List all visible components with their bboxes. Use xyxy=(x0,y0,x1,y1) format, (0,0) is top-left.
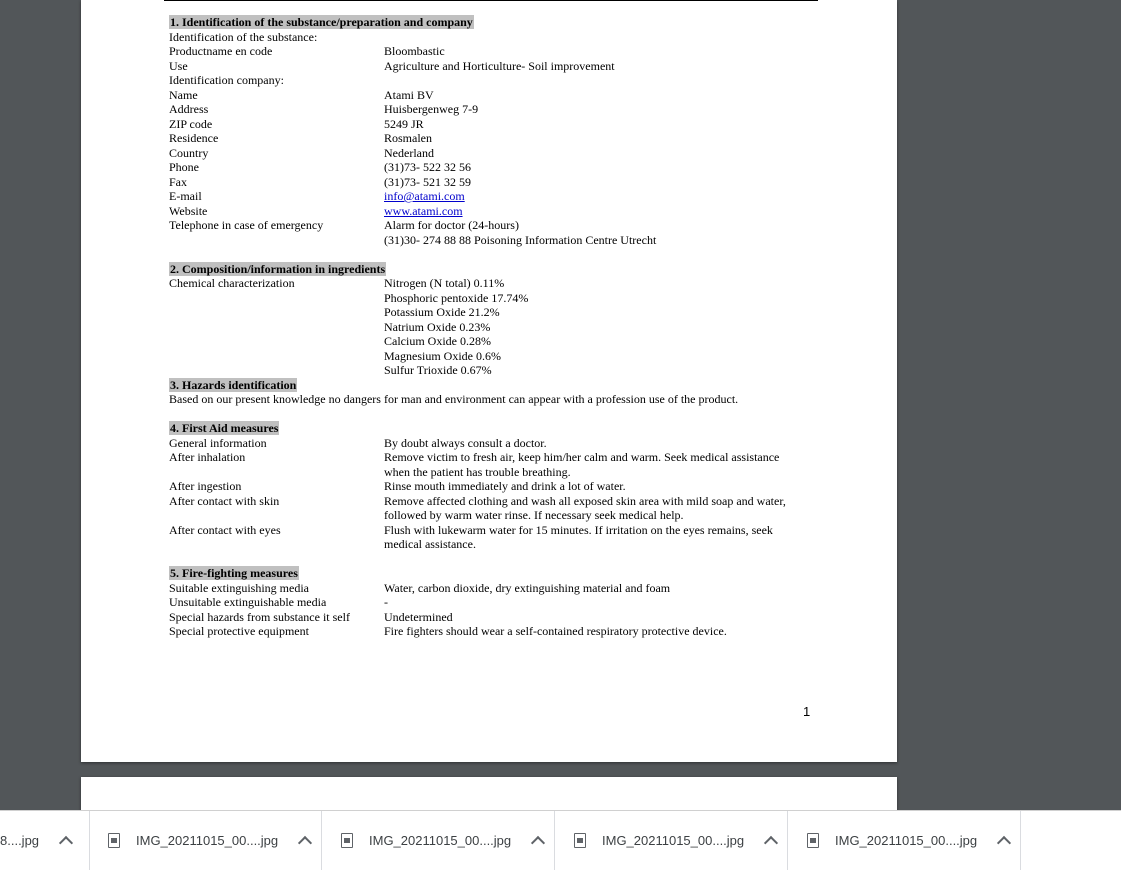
after-contact-skin-value-1: Remove affected clothing and wash all exposed skin area with mild soap and water, xyxy=(384,493,786,508)
chemical-characterization-label: Chemical characterization xyxy=(169,276,295,290)
country-label: Country xyxy=(169,145,209,160)
general-information-label: General information xyxy=(169,435,267,450)
ingredient-item: Potassium Oxide 21.2% xyxy=(384,305,500,319)
productname-label: Productname en code xyxy=(169,44,273,58)
ingredient-item: Sulfur Trioxide 0.67% xyxy=(384,363,492,377)
ingredient-item: Nitrogen (N total) 0.11% xyxy=(384,276,505,290)
after-ingestion-value: Rinse mouth immediately and drink a lot of water. xyxy=(384,479,626,493)
name-value: Atami BV xyxy=(384,87,434,102)
section-2-heading: 2. Composition/information in ingredients xyxy=(170,261,386,276)
chevron-up-icon[interactable] xyxy=(298,835,312,849)
address-label: Address xyxy=(169,102,209,116)
section-1-heading: 1. Identification of the substance/preparation and company xyxy=(170,15,473,29)
website-link[interactable]: www.atami.com xyxy=(384,203,463,218)
use-value: Agriculture and Horticulture- Soil improvement xyxy=(384,58,615,73)
chevron-up-icon[interactable] xyxy=(59,835,73,849)
pdf-page-2 xyxy=(81,777,897,810)
after-ingestion-label: After ingestion xyxy=(169,479,242,493)
download-item[interactable] xyxy=(90,811,322,870)
email-label: E-mail xyxy=(169,189,202,203)
after-inhalation-label: After inhalation xyxy=(169,450,246,464)
page-content xyxy=(169,15,869,639)
hazards-text: Based on our present knowledge no dangers for man and environment can appear with a profession use of the product. xyxy=(169,392,739,406)
chevron-up-icon[interactable] xyxy=(764,835,778,849)
after-contact-skin-value-2: followed by warm water rinse. If necessary seek medical help. xyxy=(384,508,684,522)
emergency-value-2: (31)30- 274 88 88 Poisoning Information Centre Utrecht xyxy=(384,232,657,247)
download-item[interactable] xyxy=(323,811,555,870)
after-contact-eyes-label: After contact with eyes xyxy=(169,522,281,537)
country-value: Nederland xyxy=(384,145,434,160)
ingredient-item: Calcium Oxide 0.28% xyxy=(384,334,491,348)
use-label: Use xyxy=(169,58,188,73)
emergency-value-1: Alarm for doctor (24-hours) xyxy=(384,218,519,232)
email-link[interactable]: info@atami.com xyxy=(384,189,465,203)
protective-equipment-label: Special protective equipment xyxy=(169,624,309,638)
zip-value: 5249 JR xyxy=(384,116,424,131)
fax-value: (31)73- 521 32 59 xyxy=(384,174,471,189)
special-hazards-value: Undetermined xyxy=(384,609,453,624)
residence-value: Rosmalen xyxy=(384,131,432,145)
unsuitable-media-label: Unsuitable extinguishable media xyxy=(169,595,327,609)
ingredient-item: Magnesium Oxide 0.6% xyxy=(384,348,501,363)
download-item[interactable] xyxy=(556,811,788,870)
page-number: 1 xyxy=(803,704,811,719)
download-filename: IMG_20211015_00....jpg xyxy=(602,833,745,848)
download-bar xyxy=(0,810,1121,870)
download-filename: IMG_20211015_00....jpg xyxy=(835,833,978,848)
fax-label: Fax xyxy=(169,174,187,189)
ingredient-item: Phosphoric pentoxide 17.74% xyxy=(384,290,529,305)
after-contact-eyes-value-1: Flush with lukewarm water for 15 minutes. If irritation on the eyes remains, seek xyxy=(384,522,773,537)
download-filename: 8....jpg xyxy=(0,833,40,848)
ingredient-item: Natrium Oxide 0.23% xyxy=(384,319,491,334)
download-filename: IMG_20211015_00....jpg xyxy=(136,833,279,848)
download-item[interactable] xyxy=(0,811,90,870)
chevron-up-icon[interactable] xyxy=(997,835,1011,849)
address-value: Huisbergenweg 7-9 xyxy=(384,102,479,116)
suitable-media-value: Water, carbon dioxide, dry extinguishing material and foam xyxy=(384,580,671,595)
unsuitable-media-value: - xyxy=(384,595,388,609)
name-label: Name xyxy=(169,87,198,102)
protective-equipment-value: Fire fighters should wear a self-contained respiratory protective device. xyxy=(384,624,727,638)
file-icon xyxy=(341,833,353,848)
identification-company-subheading: Identification company: xyxy=(169,73,284,87)
file-icon xyxy=(108,833,120,848)
after-inhalation-value-2: when the patient has trouble breathing. xyxy=(384,464,571,479)
after-inhalation-value-1: Remove victim to fresh air, keep him/her calm and warm. Seek medical assistance xyxy=(384,450,780,464)
section-5-heading: 5. Fire-fighting measures xyxy=(170,566,298,580)
page-top-rule xyxy=(164,0,818,1)
website-label: Website xyxy=(169,203,208,218)
productname-value: Bloombastic xyxy=(384,44,445,58)
phone-value: (31)73- 522 32 56 xyxy=(384,160,471,174)
download-filename: IMG_20211015_00....jpg xyxy=(369,833,512,848)
phone-label: Phone xyxy=(169,160,199,174)
after-contact-skin-label: After contact with skin xyxy=(169,493,280,508)
identification-substance-subheading: Identification of the substance: xyxy=(169,29,318,44)
suitable-media-label: Suitable extinguishing media xyxy=(169,580,309,595)
residence-label: Residence xyxy=(169,131,219,145)
pdf-page-1 xyxy=(81,0,897,762)
file-icon xyxy=(807,833,819,848)
download-item[interactable] xyxy=(789,811,1021,870)
section-3-heading: 3. Hazards identification xyxy=(170,377,297,392)
emergency-label: Telephone in case of emergency xyxy=(169,218,324,232)
after-contact-eyes-value-2: medical assistance. xyxy=(384,537,476,551)
zip-label: ZIP code xyxy=(169,116,213,131)
special-hazards-label: Special hazards from substance it self xyxy=(169,609,350,624)
chevron-up-icon[interactable] xyxy=(531,835,545,849)
section-4-heading: 4. First Aid measures xyxy=(170,421,279,435)
file-icon xyxy=(574,833,586,848)
general-information-value: By doubt always consult a doctor. xyxy=(384,435,547,450)
